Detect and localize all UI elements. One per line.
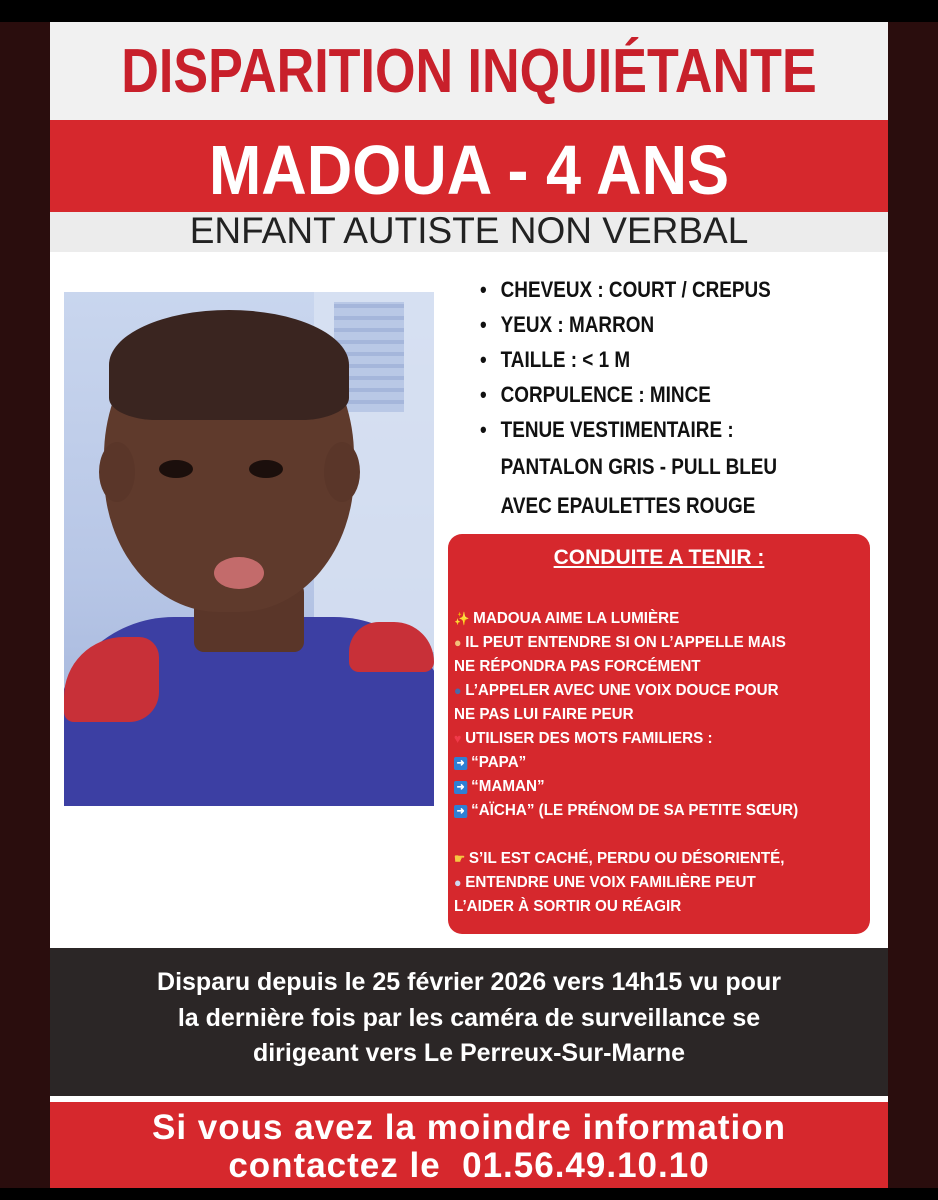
- photo-ear-right: [324, 442, 360, 502]
- left-dark-border: [0, 22, 50, 1188]
- detail-clothing-line-1: PANTALON GRIS - PULL BLEU: [500, 454, 778, 479]
- contact-line-1: Si vous avez la moindre information: [151, 1108, 787, 1147]
- conduct-line: ● ENTENDRE UNE VOIX FAMILIÈRE PEUT: [454, 874, 756, 891]
- conduct-line: ➜ “AÏCHA” (LE PRÉNOM DE SA PETITE SŒUR): [454, 802, 798, 820]
- heart-icon: ♥: [454, 731, 462, 746]
- child-photo: [64, 292, 434, 806]
- child-name-age: MADOUA - 4 ANS: [208, 131, 730, 209]
- description-list: [480, 272, 880, 525]
- right-arrow-icon: ➜: [454, 757, 467, 770]
- conduct-line: ➜ “PAPA”: [454, 754, 526, 772]
- conduct-line: NE PAS LUI FAIRE PEUR: [454, 706, 634, 723]
- detail-build: • CORPULENCE : MINCE: [480, 377, 824, 412]
- missing-person-poster: [50, 22, 888, 1188]
- conduct-box: [448, 534, 870, 934]
- ear-icon: ●: [454, 635, 462, 650]
- speaking-head-icon: ●: [454, 683, 462, 698]
- right-dark-border: [888, 22, 938, 1188]
- photo-eye-right: [249, 460, 283, 478]
- detail-clothing-line-2: AVEC EPAULETTES ROUGE: [500, 493, 756, 518]
- detail-hair: • CHEVEUX : COURT / CREPUS: [480, 272, 824, 307]
- conduct-line: ♥ UTILISER DES MOTS FAMILIERS :: [454, 730, 713, 747]
- conduct-line: ✨ MADOUA AIME LA LUMIÈRE: [454, 610, 680, 627]
- conduct-title: CONDUITE A TENIR :: [553, 546, 765, 569]
- info-line-1: Disparu depuis le 25 février 2026 vers 14h15 vu pour: [157, 968, 781, 996]
- right-arrow-icon: ➜: [454, 781, 467, 794]
- conduct-line: ● IL PEUT ENTENDRE SI ON L’APPELLE MAIS: [454, 634, 786, 651]
- photo-eye-left: [159, 460, 193, 478]
- top-black-bar: [0, 0, 938, 22]
- photo-red-epaulette-left: [64, 637, 159, 722]
- info-line-2: la dernière fois par les caméra de surveillance se: [177, 1004, 761, 1032]
- contact-band: [50, 1102, 888, 1188]
- poster-subtitle: ENFANT AUTISTE NON VERBAL: [189, 210, 749, 251]
- right-arrow-icon: ➜: [454, 805, 467, 818]
- conduct-line: ➜ “MAMAN”: [454, 778, 545, 796]
- conduct-line: NE RÉPONDRA PAS FORCÉMENT: [454, 658, 701, 675]
- conduct-line: ● L’APPELER AVEC UNE VOIX DOUCE POUR: [454, 682, 779, 699]
- photo-mouth: [214, 557, 264, 589]
- detail-eyes: • YEUX : MARRON: [480, 307, 824, 342]
- info-line-3: dirigeant vers Le Perreux-Sur-Marne: [252, 1039, 686, 1067]
- name-band: [50, 120, 888, 212]
- poster-title: DISPARITION INQUIÉTANTE: [121, 37, 817, 106]
- pointing-hand-icon: ☛: [454, 851, 466, 866]
- detail-height: • TAILLE : < 1 M: [480, 342, 824, 377]
- photo-ear-left: [99, 442, 135, 502]
- detail-clothing-label: • TENUE VESTIMENTAIRE :: [480, 412, 824, 447]
- contact-phone-line: contactez le 01.56.49.10.10: [228, 1146, 710, 1185]
- disappearance-info-band: [50, 948, 888, 1096]
- speech-bubble-icon: ●: [454, 875, 462, 890]
- photo-hair: [109, 310, 349, 420]
- bottom-black-bar: [0, 1188, 938, 1200]
- conduct-line: ☛ S’IL EST CACHÉ, PERDU OU DÉSORIENTÉ,: [454, 850, 785, 867]
- conduct-line: L’AIDER À SORTIR OU RÉAGIR: [454, 898, 682, 915]
- sparkles-icon: ✨: [454, 611, 470, 626]
